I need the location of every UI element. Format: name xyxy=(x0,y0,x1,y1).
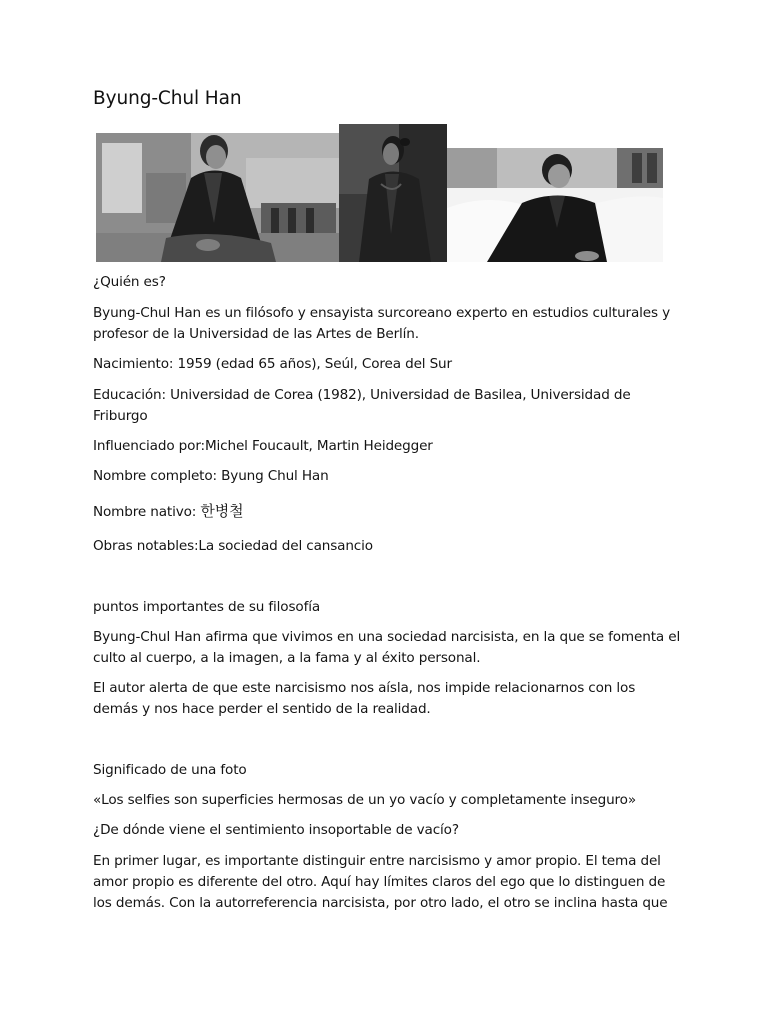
native-name xyxy=(93,501,693,523)
full-name: Nombre completo: Byung Chul Han xyxy=(93,468,329,484)
foto-p-line-1: En primer lugar, es importante distinguir entre narcisismo y amor propio. El tema del xyxy=(93,853,661,869)
birth-info: Nacimiento: 1959 (edad 65 años), Seúl, Corea del Sur xyxy=(93,356,452,372)
photo-strip xyxy=(96,124,663,262)
section-heading-quien-es: ¿Quién es? xyxy=(93,274,166,290)
portrait-photo-3 xyxy=(447,148,663,262)
native-name-label: Nombre nativo: xyxy=(93,504,201,520)
portrait-photo-icon xyxy=(447,148,663,262)
foto-p-line-2: amor propio es diferente del otro. Aquí hay límites claros del ego que lo distinguen de xyxy=(93,874,666,890)
notable-works: Obras notables:La sociedad del cansancio xyxy=(93,538,373,554)
philosophy-p2-line-1: El autor alerta de que este narcisismo nos aísla, nos impide relacionarnos con los xyxy=(93,680,636,696)
section-heading-filosofia: puntos importantes de su filosofía xyxy=(93,599,321,615)
document-title: Byung-Chul Han xyxy=(93,88,242,109)
education-line-1: Educación: Universidad de Corea (1982), Universidad de Basilea, Universidad de xyxy=(93,387,631,403)
philosophy-p2-line-2: demás y nos hace perder el sentido de la realidad. xyxy=(93,701,431,717)
philosophy-p1-line-2: culto al cuerpo, a la imagen, a la fama y al éxito personal. xyxy=(93,650,481,666)
portrait-photo-2 xyxy=(339,124,447,262)
education-line-2: Friburgo xyxy=(93,408,148,424)
intro-line-2: profesor de la Universidad de las Artes de Berlín. xyxy=(93,326,419,342)
native-name-value: 한병철 xyxy=(200,502,244,520)
portrait-photo-icon xyxy=(96,133,339,262)
philosophy-p1-line-1: Byung-Chul Han afirma que vivimos en una sociedad narcisista, en la que se fomenta el xyxy=(93,629,681,645)
emptiness-question: ¿De dónde viene el sentimiento insoportable de vacío? xyxy=(93,822,459,838)
section-heading-foto: Significado de una foto xyxy=(93,762,247,778)
portrait-photo-icon xyxy=(339,124,447,262)
portrait-photo-1 xyxy=(96,133,339,262)
foto-p-line-3: los demás. Con la autorreferencia narcisista, por otro lado, el otro se inclina hasta que xyxy=(93,895,668,911)
intro-line-1: Byung-Chul Han es un filósofo y ensayista surcoreano experto en estudios culturales y xyxy=(93,305,671,321)
influences: Influenciado por:Michel Foucault, Martin Heidegger xyxy=(93,438,433,454)
selfie-quote: «Los selfies son superficies hermosas de un yo vacío y completamente inseguro» xyxy=(93,792,637,808)
